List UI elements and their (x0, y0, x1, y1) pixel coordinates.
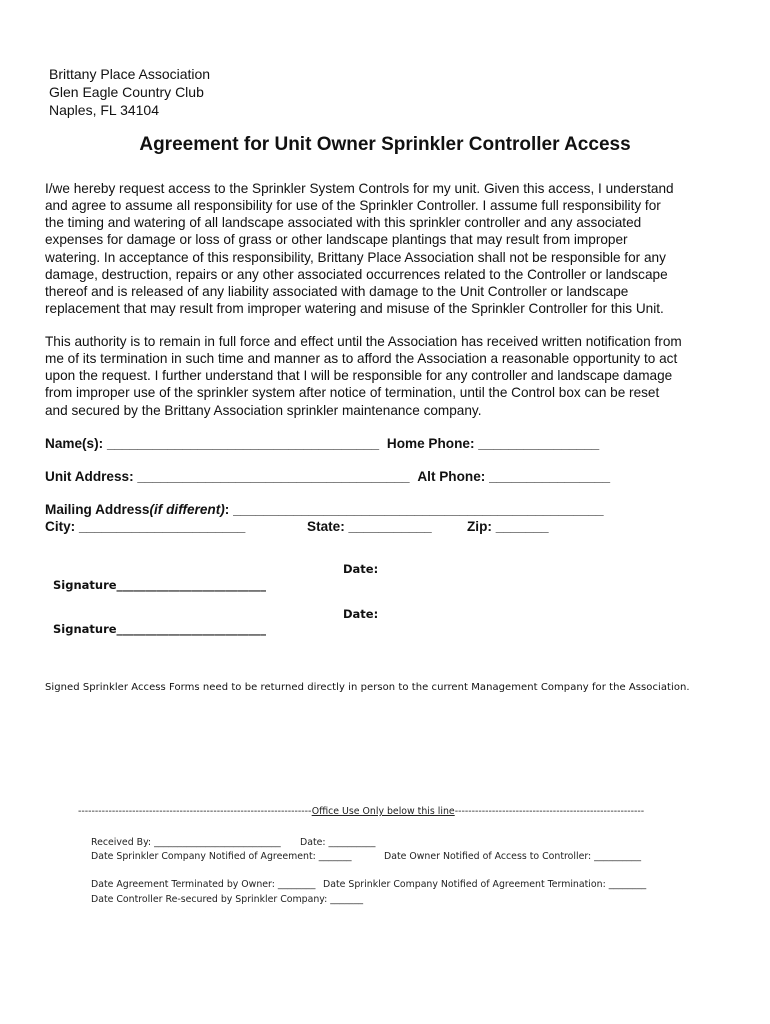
date-label-2: Date: (343, 607, 379, 621)
unit-address-row (45, 469, 610, 484)
return-instructions-note: Signed Sprinkler Access Forms need to be returned directly in person to the current Management Company for the Association. (45, 682, 690, 693)
paragraph-line: from improper use of the sprinkler system after notice of termination, until the Control box can be reset (45, 385, 660, 401)
termination-notified-field[interactable]: Date Sprinkler Company Notified of Agreement Termination: ________ (323, 879, 647, 890)
mailing-address-label: Mailing Address (45, 502, 150, 517)
address-line-1: Brittany Place Association (49, 66, 211, 82)
date-label-1: Date: (343, 562, 379, 576)
agreement-terminated-field[interactable]: Date Agreement Terminated by Owner: ________ (91, 879, 316, 890)
paragraph-line: This authority is to remain in full force and effect until the Association has received written notification from (45, 334, 682, 349)
received-by-field[interactable]: Received By: ___________________________ (91, 837, 281, 848)
paragraph-line: and secured by the Brittany Association sprinkler maintenance company. (45, 402, 482, 418)
paragraph-line: I/we hereby request access to the Sprinkler System Controls for my unit. Given this access, I understand (45, 181, 674, 196)
company-notified-field[interactable]: Date Sprinkler Company Notified of Agreement: _______ (91, 851, 352, 862)
received-date-field[interactable]: Date: __________ (300, 837, 376, 848)
alt-phone-field[interactable]: Alt Phone: ________________ (417, 469, 611, 484)
if-different-label: (if different) (149, 502, 225, 517)
paragraph-line: watering. In acceptance of this responsibility, Brittany Place Association shall not be responsible for any (45, 249, 666, 265)
address-line-2: Glen Eagle Country Club (49, 84, 204, 100)
paragraph-line: me of its termination in such time and manner as to afford the Association a reasonable opportunity to act (45, 351, 678, 367)
unit-address-field[interactable]: Unit Address: ____________________________________ (45, 469, 410, 484)
paragraph-line: expenses for damage or loss of grass or other landscape plantings that may result from improper (45, 232, 628, 248)
signature-line-1[interactable]: Signature__________________________ (53, 578, 267, 592)
zip-field[interactable]: Zip: _______ (467, 519, 549, 534)
office-use-divider (78, 806, 644, 817)
mailing-address-field[interactable]: : _________________________________________________ (224, 502, 604, 517)
association-address-block (49, 65, 210, 119)
address-line-3: Naples, FL 34104 (49, 102, 159, 118)
names-row (45, 436, 599, 451)
divider-dashes-left: --------------------------------------------------------------------- (78, 806, 312, 817)
state-field[interactable]: State: ___________ (307, 519, 432, 534)
city-field[interactable]: City: ______________________ (45, 519, 246, 534)
paragraph-line: upon the request. I further understand that I will be responsible for any controller and landscape damage (45, 368, 673, 384)
office-use-label: Office Use Only below this line (311, 806, 455, 817)
paragraph-line: thereof and is released of any liability associated with damage to the Unit Controller or landscape (45, 283, 629, 299)
paragraph-line: the timing and watering of all landscape associated with this sprinkler controller and any associated (45, 215, 642, 231)
paragraph-line: replacement that may result from improper watering and misuse of the Sprinkler Controller for this Unit. (45, 301, 664, 317)
signature-line-2[interactable]: Signature__________________________ (53, 622, 267, 636)
city-state-zip-row (45, 519, 549, 534)
owner-notified-field[interactable]: Date Owner Notified of Access to Controller: __________ (384, 851, 642, 862)
paragraph-line: damage, destruction, repairs or any other associated occurrences related to the Controller or landscape (45, 266, 668, 282)
paragraph-line: and agree to assume all responsibility for use of the Sprinkler Controller. I assume full responsibility for (45, 198, 661, 214)
home-phone-field[interactable]: Home Phone: ________________ (386, 436, 600, 451)
controller-resecured-field[interactable]: Date Controller Re-secured by Sprinkler Company: _______ (91, 894, 364, 905)
paragraph-responsibility (45, 180, 735, 317)
mailing-address-row (45, 502, 604, 517)
divider-dashes-right: -------------------------------------------------------- (454, 806, 645, 817)
names-field[interactable]: Name(s): ____________________________________ (45, 436, 380, 451)
paragraph-authority (45, 333, 735, 419)
document-title: Agreement for Unit Owner Sprinkler Controller Access (139, 134, 631, 155)
